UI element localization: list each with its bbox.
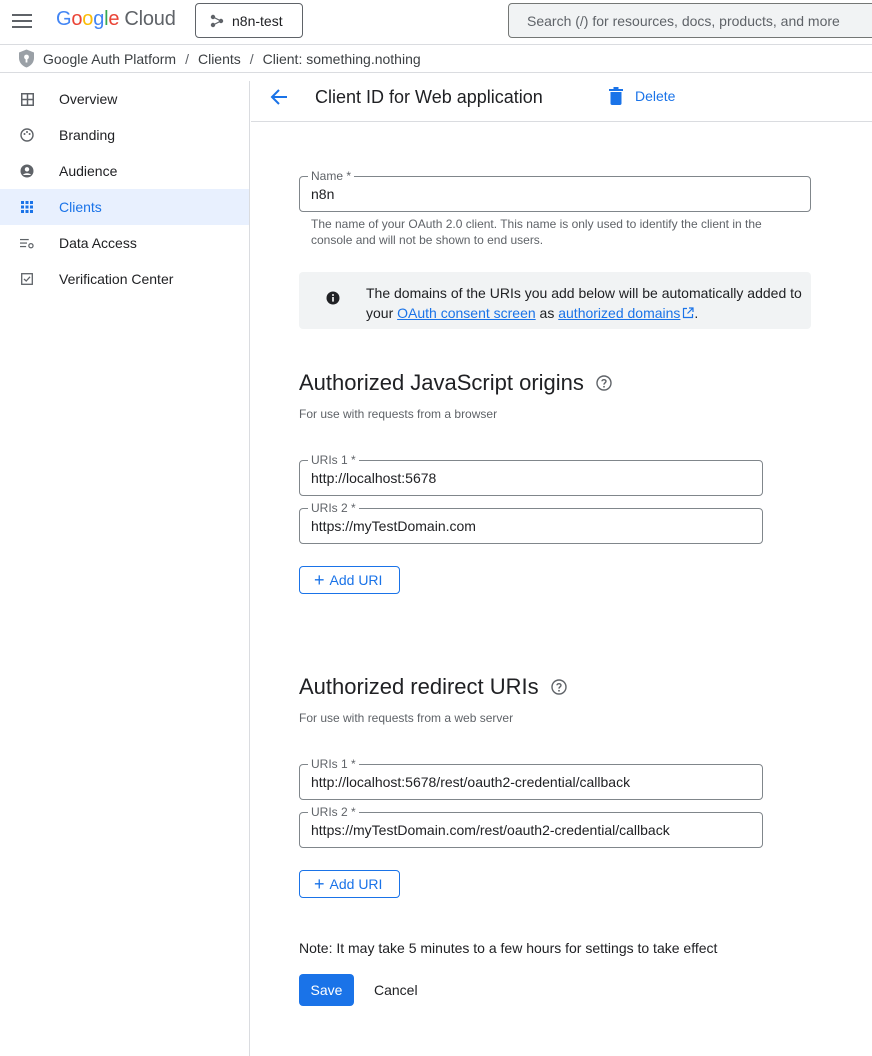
help-icon[interactable] [551,679,567,695]
authorized-domains-link[interactable]: authorized domains [558,305,681,321]
project-name: n8n-test [232,12,283,29]
js-origins-title [299,370,612,396]
sidebar-item-overview[interactable] [0,81,249,117]
project-icon [210,14,224,28]
sidebar-item-data-access[interactable] [0,225,249,261]
settings-note: Note: It may take 5 minutes to a few hours for settings to take effect [299,940,718,956]
sidebar-item-label: Data Access [59,235,137,251]
field-label: Name * [308,168,354,184]
save-button[interactable]: Save [299,974,354,1006]
sidebar-item-audience[interactable] [0,153,249,189]
redirect-uri-2-field[interactable] [299,805,763,848]
oauth-consent-screen-link[interactable]: OAuth consent screen [397,305,536,321]
field-label: URIs 2 * [308,804,359,820]
sidebar-item-branding[interactable] [0,117,249,153]
search-input[interactable] [508,3,872,38]
search-placeholder: Search (/) for resources, docs, products, and more [527,12,840,29]
dashboard-icon [20,92,34,106]
delete-label: Delete [635,88,676,104]
back-arrow-icon[interactable] [269,87,289,107]
info-text-part: The domains of the URIs you add below will be automatically added to your [366,285,802,321]
sidebar-item-label: Overview [59,91,118,107]
sidebar-item-verification-center[interactable] [0,261,249,297]
section-title-text: Authorized JavaScript origins [299,370,584,395]
sidebar-item-label: Verification Center [59,271,174,287]
breadcrumb-clients[interactable]: Clients [197,50,241,67]
breadcrumb-separator: / [249,50,254,67]
data-access-icon [20,236,34,250]
breadcrumb-current-client: Client: something.nothing [262,50,421,67]
google-cloud-logo[interactable]: Google Cloud [56,8,176,30]
button-label: Add URI [329,876,383,892]
trash-icon [609,87,623,105]
field-label: URIs 1 * [308,756,359,772]
page-header [251,73,872,122]
shield-icon [18,49,35,68]
delete-button[interactable] [609,87,675,105]
js-origins-subtitle: For use with requests from a browser [299,407,498,421]
field-value: https://myTestDomain.com [311,518,476,534]
grid-icon [20,200,34,214]
info-icon [326,291,340,305]
button-label: Add URI [329,572,383,588]
info-text-part: as [535,305,559,321]
client-name-field[interactable] [299,169,811,212]
js-origin-uri-1-field[interactable] [299,453,763,496]
sidebar [0,81,250,1056]
top-bar [0,0,872,44]
palette-icon [20,128,34,142]
sidebar-item-label: Branding [59,127,116,143]
field-label: URIs 1 * [308,452,359,468]
help-icon[interactable] [596,375,612,391]
breadcrumb [0,44,872,73]
info-banner [299,272,811,329]
name-helper-text: The name of your OAuth 2.0 client. This name is only used to identify the client in the console and will not be shown to end users. [311,217,762,247]
info-text-part: . [694,305,699,321]
js-origin-uri-2-field[interactable] [299,501,763,544]
cancel-button[interactable]: Cancel [374,982,418,998]
redirect-uris-title [299,674,567,700]
redirect-uris-subtitle: For use with requests from a web server [299,711,514,725]
plus-icon: + [314,874,325,894]
field-value: n8n [311,186,335,202]
external-link-icon [682,307,694,319]
breadcrumb-separator: / [185,50,189,67]
field-label: URIs 2 * [308,500,359,516]
menu-icon[interactable] [12,10,34,32]
sidebar-item-label: Clients [59,199,102,215]
field-value: http://localhost:5678 [311,470,437,486]
add-js-origin-button[interactable] [299,566,400,594]
redirect-uri-1-field[interactable] [299,757,763,800]
sidebar-item-label: Audience [59,163,118,179]
sidebar-item-clients[interactable] [0,189,249,225]
page-title: Client ID for Web application [315,87,543,107]
verified-icon [20,272,34,286]
project-picker-button[interactable] [195,3,303,38]
breadcrumb-auth-platform[interactable]: Google Auth Platform [43,50,177,67]
field-value: https://myTestDomain.com/rest/oauth2-credential/callback [311,822,670,838]
person-icon [20,164,34,178]
plus-icon: + [314,570,325,590]
section-title-text: Authorized redirect URIs [299,674,539,699]
info-text [366,283,806,323]
field-value: http://localhost:5678/rest/oauth2-credential/callback [311,774,631,790]
add-redirect-uri-button[interactable] [299,870,400,898]
